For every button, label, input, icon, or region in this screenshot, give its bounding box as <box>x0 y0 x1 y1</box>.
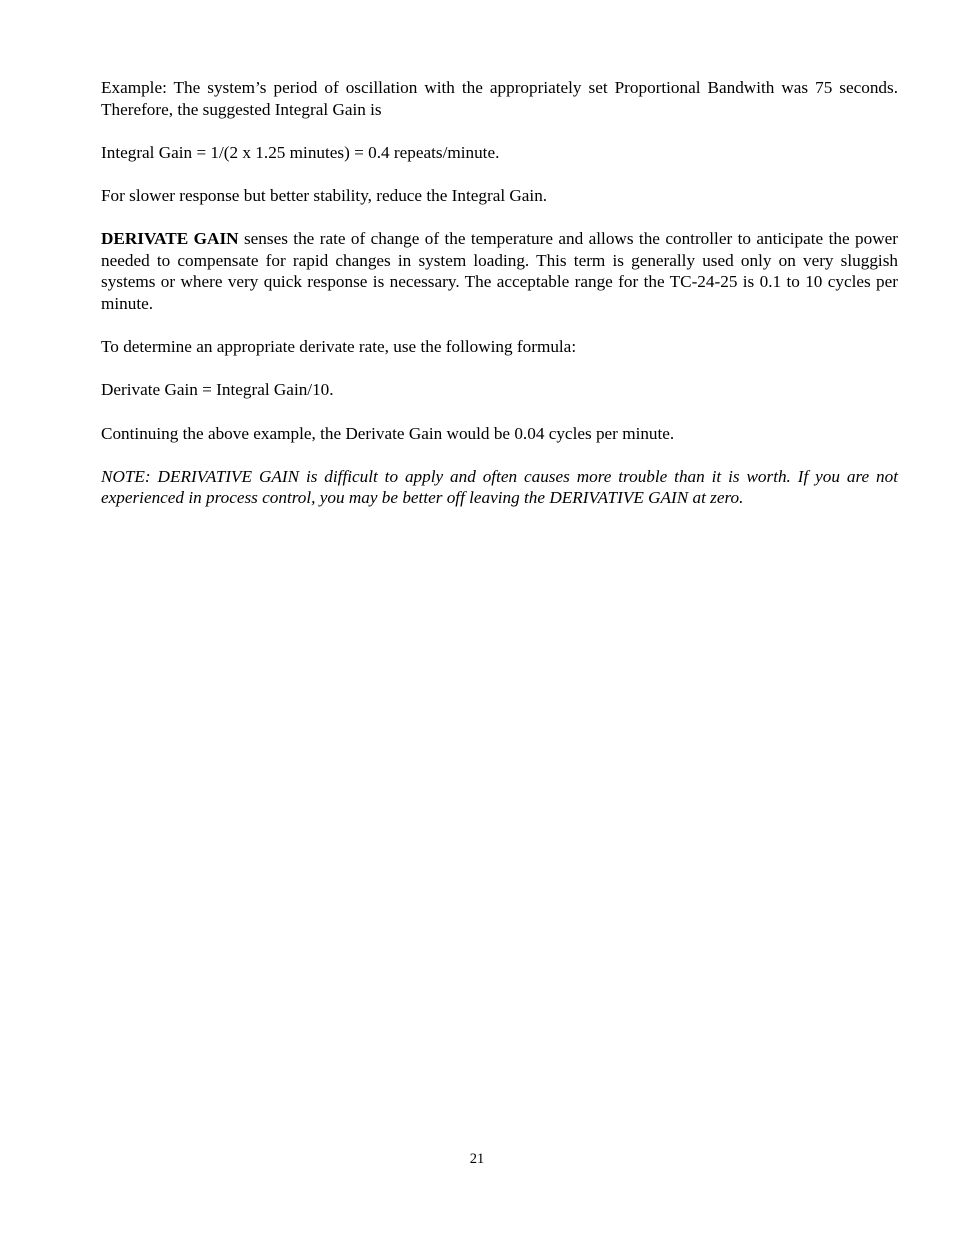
derivate-gain-description: senses the rate of change of the temperature and allows the controller to anticipate the power needed to compensate for rapid changes in system loading. This term is generally used only on very sluggish systems or where very quick response is necessary. The acceptable range for the TC-24-25 is 0.1 to 10 cycles per minute. <box>101 229 898 313</box>
note-paragraph: NOTE: DERIVATIVE GAIN is difficult to apply and often causes more trouble than it is worth. If you are not experienced in process control, you may be better off leaving the DERIVATIVE GAIN at zero. <box>101 466 898 508</box>
derivate-gain-paragraph <box>101 228 898 314</box>
slower-response-paragraph: For slower response but better stability, reduce the Integral Gain. <box>101 185 548 205</box>
derivate-gain-formula: Derivate Gain = Integral Gain/10. <box>101 380 334 400</box>
integral-gain-formula: Integral Gain = 1/(2 x 1.25 minutes) = 0.4 repeats/minute. <box>101 142 500 162</box>
derivate-gain-term: DERIVATE GAIN <box>101 229 239 249</box>
continuing-example-paragraph: Continuing the above example, the Derivate Gain would be 0.04 cycles per minute. <box>101 423 675 443</box>
document-body <box>101 77 898 530</box>
page-number: 21 <box>469 1151 485 1167</box>
example-paragraph: Example: The system’s period of oscillation with the appropriately set Proportional Bandwith was 75 seconds. Therefore, the suggested Integral Gain is <box>101 78 898 119</box>
determine-rate-paragraph: To determine an appropriate derivate rate, use the following formula: <box>101 337 577 357</box>
